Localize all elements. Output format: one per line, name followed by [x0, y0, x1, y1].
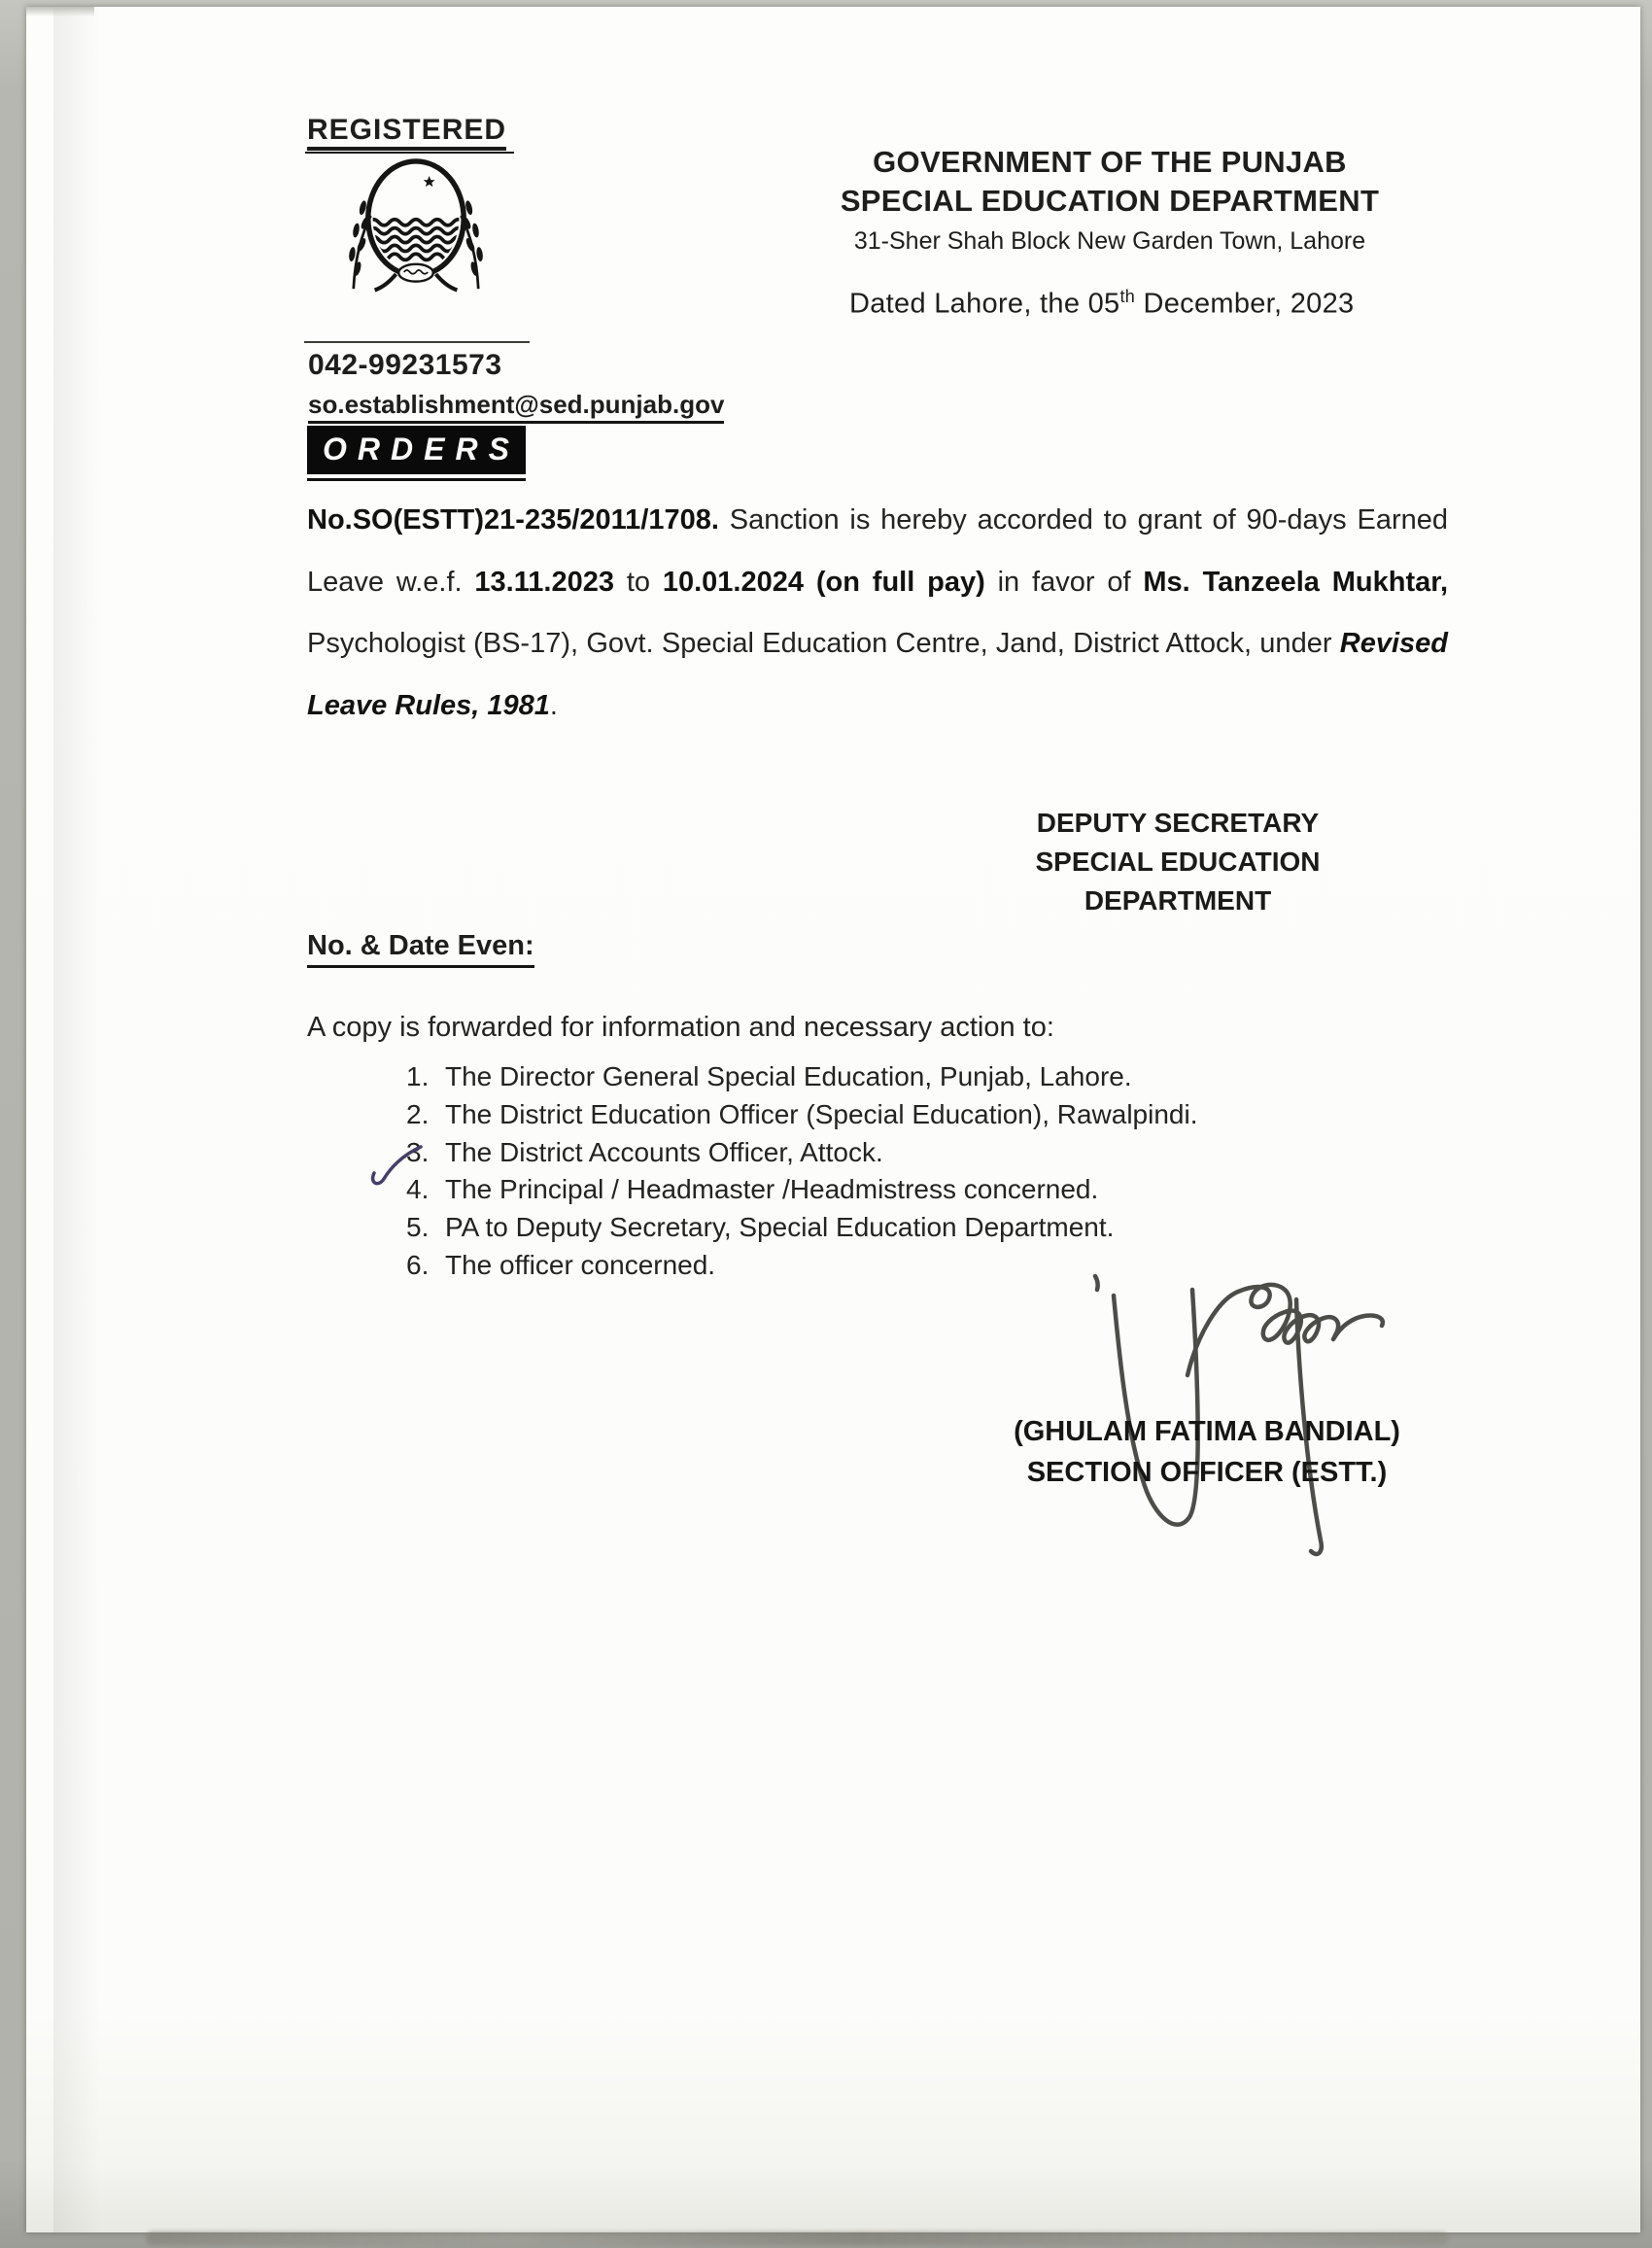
deputy-signatory-block [959, 804, 1396, 920]
item-number: 2. [406, 1098, 430, 1129]
registered-label: REGISTERED [305, 114, 514, 154]
officer-title: SECTION OFFICER (ESTT.) [1026, 1457, 1388, 1488]
gov-title-line2: SPECIAL EDUCATION DEPARTMENT [840, 184, 1380, 218]
gov-header [770, 143, 1450, 260]
address-line: 31-Sher Shah Block New Garden Town, Lahore [853, 227, 1366, 255]
item-number: 1. [406, 1061, 430, 1091]
distribution-item [406, 1096, 1198, 1134]
date-line: Dated Lahore, the 05th December, 2023 [849, 287, 1355, 320]
divider-line [304, 341, 530, 343]
item-number: 3. [406, 1136, 430, 1167]
scan-bottom-shadow [146, 2231, 1448, 2245]
pen-tick-icon [366, 1140, 429, 1191]
item-text: The Principal / Headmaster /Headmistress concerned. [445, 1174, 1099, 1205]
phone-number: 042-99231573 [308, 349, 502, 381]
river-waves [368, 220, 464, 260]
item-text: The District Education Officer (Special Education), Rawalpindi. [445, 1098, 1198, 1129]
officer-name: (GHULAM FATIMA BANDIAL) [1014, 1416, 1400, 1447]
gov-title-line1: GOVERNMENT OF THE PUNJAB [873, 145, 1347, 179]
distribution-item [406, 1058, 1198, 1096]
item-text: The officer concerned. [445, 1249, 716, 1280]
punjab-crest-icon [329, 151, 502, 310]
star-icon [424, 176, 435, 187]
item-number: 5. [406, 1212, 430, 1243]
signatory-line3: DEPARTMENT [1084, 885, 1272, 916]
paper-sheet [26, 7, 1640, 2232]
distribution-item [406, 1171, 1198, 1209]
orders-heading [307, 426, 526, 481]
item-number: 4. [406, 1174, 430, 1205]
order-paragraph: No.SO(ESTT)21-235/2011/1708. Sanction is hereby accorded to grant of 90-days Earned Leave w.e.f. 13.11.2023 to 10.01.2024 (on full pay) in favor of Ms. Tanzeela Mukhtar, Psychologist (BS-17), Govt. Special Education Centre, Jand, District Attock, under Revised Leave Rules, 1981. [307, 504, 1449, 721]
item-text: The Director General Special Education, Punjab, Lahore. [445, 1061, 1132, 1091]
item-text: PA to Deputy Secretary, Special Education Department. [445, 1212, 1115, 1243]
no-date-even-label: No. & Date Even: [307, 930, 534, 968]
signatory-line2: SPECIAL EDUCATION [1035, 847, 1321, 877]
orders-heading-text: ORDERS [307, 426, 526, 474]
item-text: The District Accounts Officer, Attock. [445, 1136, 883, 1167]
copy-forward-line: A copy is forwarded for information and necessary action to: [307, 1012, 1054, 1043]
distribution-item [406, 1134, 1198, 1172]
signature-name-block [988, 1411, 1426, 1493]
item-number: 6. [406, 1249, 430, 1280]
scan-corner-artifact [26, 7, 94, 17]
email-address: so.establishment@sed.punjab.gov [308, 390, 724, 424]
signatory-line1: DEPUTY SECRETARY [1036, 808, 1320, 838]
ordinal-superscript: th [1119, 287, 1136, 306]
signature-scribble-icon [1042, 1229, 1411, 1565]
